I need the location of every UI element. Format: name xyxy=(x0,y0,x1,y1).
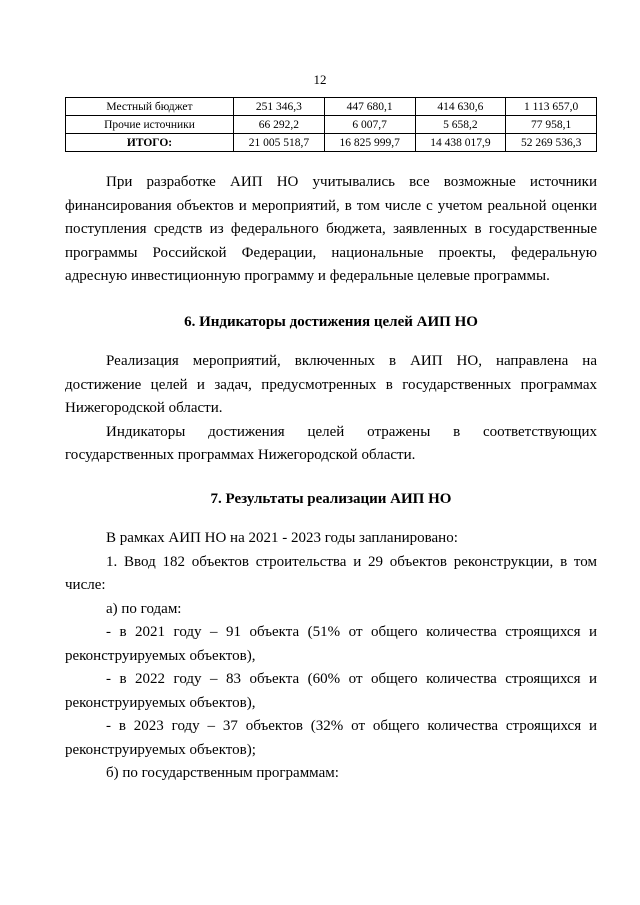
budget-table xyxy=(65,97,597,152)
table-cell: 447 680,1 xyxy=(324,98,415,116)
list-item-by-programs: б) по государственным программам: xyxy=(106,765,339,781)
table-row-label: Местный бюджет xyxy=(66,98,234,116)
table-row xyxy=(66,98,597,116)
list-item-2022: - в 2022 году – 83 объекта (60% от общего количества строящихся и реконструируемых объектов), xyxy=(65,671,597,711)
table-row-label: Прочие источники xyxy=(66,116,234,134)
list-item-by-years: а) по годам: xyxy=(106,600,182,617)
paragraph-objects-count: 1. Ввод 182 объектов строительства и 29 объектов реконструкции, в том числе: xyxy=(65,553,597,593)
table-cell: 14 438 017,9 xyxy=(415,134,506,152)
section-heading-6: 6. Индикаторы достижения целей АИП НО xyxy=(184,313,478,330)
table-cell: 6 007,7 xyxy=(324,116,415,134)
list-item-2021: - в 2021 году – 91 объекта (51% от общего количества строящихся и реконструируемых объектов), xyxy=(65,624,597,664)
paragraph-financing-sources: При разработке АИП НО учитывались все возможные источники финансирования объектов и мероприятий, в том числе с учетом реальной оценки поступления средств из федерального бюджета, заявленных в государственные программы Российской Федерации, национальные проекты, федеральную адресную инвестиционную программу и федеральные целевые программы. xyxy=(65,174,597,284)
table-cell: 5 658,2 xyxy=(415,116,506,134)
table-cell: 66 292,2 xyxy=(234,116,325,134)
paragraph-planned: В рамках АИП НО на 2021 - 2023 годы запланировано: xyxy=(106,530,458,546)
table-cell: 414 630,6 xyxy=(415,98,506,116)
table-cell: 21 005 518,7 xyxy=(234,134,325,152)
page-number: 12 xyxy=(313,72,327,87)
table-cell: 1 113 657,0 xyxy=(506,98,597,116)
section-heading-7: 7. Результаты реализации АИП НО xyxy=(210,490,452,507)
document-body xyxy=(65,171,597,786)
table-cell: 251 346,3 xyxy=(234,98,325,116)
table-cell: 16 825 999,7 xyxy=(324,134,415,152)
table-row-label: ИТОГО: xyxy=(66,134,234,152)
table-cell: 77 958,1 xyxy=(506,116,597,134)
table-cell: 52 269 536,3 xyxy=(506,134,597,152)
table-row xyxy=(66,116,597,134)
table-row xyxy=(66,134,597,152)
list-item-2023: - в 2023 году – 37 объектов (32% от общего количества строящихся и реконструируемых объектов); xyxy=(65,718,597,758)
paragraph-goals: Реализация мероприятий, включенных в АИП НО, направлена на достижение целей и задач, предусмотренных в государственных программах Нижегородской области. xyxy=(65,353,597,416)
paragraph-indicators: Индикаторы достижения целей отражены в соответствующих государственных программах Нижегородской области. xyxy=(65,423,597,463)
